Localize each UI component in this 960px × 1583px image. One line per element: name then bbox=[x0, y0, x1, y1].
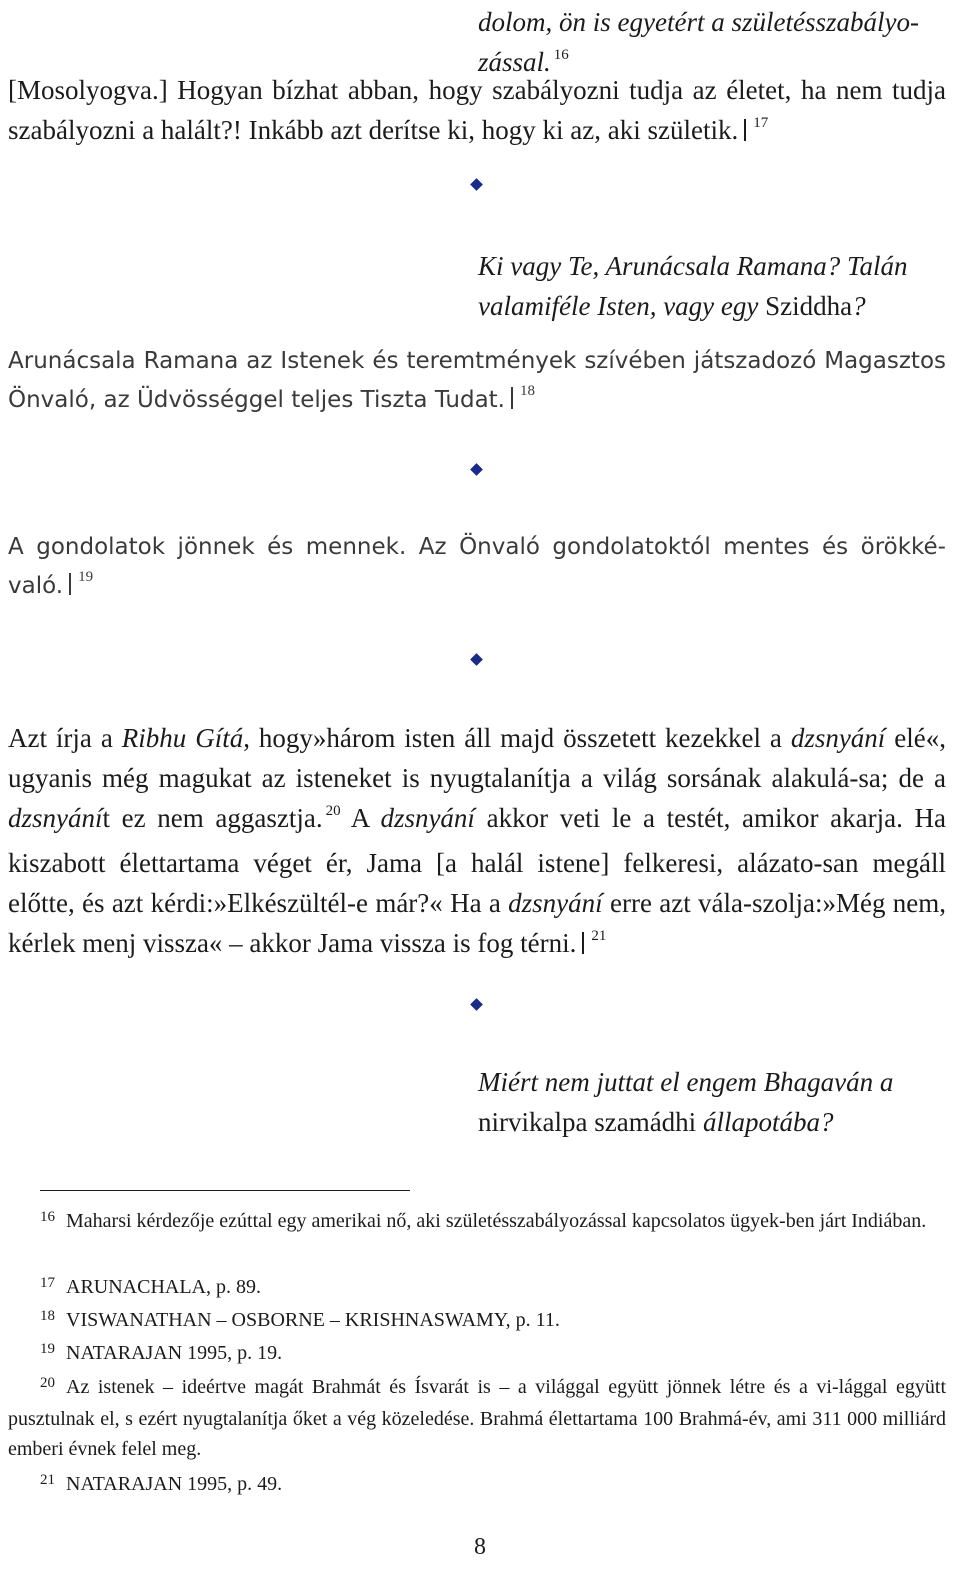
text-run: erre azt vála-szolja:»Még nem, kérlek menj vissza« – akkor Jama vissza is fog térni. bbox=[8, 888, 946, 958]
question-paragraph bbox=[478, 246, 950, 326]
section-divider-icon bbox=[470, 653, 483, 666]
footnote-ref[interactable]: 20 bbox=[325, 803, 341, 819]
question-text: Miért nem juttat el engem Bhagaván a bbox=[478, 1067, 894, 1097]
ref-marker bbox=[511, 387, 513, 409]
term: dzsnyání bbox=[508, 888, 603, 918]
answer-paragraph bbox=[8, 70, 946, 155]
footnote-text: NATARAJAN 1995, p. 19. bbox=[66, 1342, 283, 1364]
section-divider-icon bbox=[470, 178, 483, 191]
footnote-ref[interactable]: 21 bbox=[591, 928, 607, 944]
footnote-number: 19 bbox=[40, 1341, 55, 1357]
book-title: Ribhu Gítá bbox=[121, 723, 244, 753]
footnote-text: Az istenek – ideértve magát Brahmát és Ísvarát is – a világgal együtt jönnek létre és a vi-lággal együtt pusztulnak el, s ezért nyugtalanítja őket a vég közeledése. Brahmá élettartama 100 Brahmá-év, ami 311 000 milliárd emberi évnek felel meg. bbox=[8, 1376, 946, 1460]
term: dzsnyání bbox=[8, 803, 103, 833]
footnote-number: 17 bbox=[40, 1275, 55, 1291]
section-divider-icon bbox=[470, 998, 483, 1011]
footnote-text: Maharsi kérdezője ezúttal egy amerikai nő, aki születésszabályozással kapcsolatos ügyek-ben járt Indiában. bbox=[66, 1210, 927, 1232]
footnote-number: 20 bbox=[40, 1375, 55, 1391]
footnote-ref[interactable]: 16 bbox=[553, 47, 569, 63]
text-run: Azt írja a bbox=[8, 723, 122, 753]
question-text: állapotába? bbox=[702, 1107, 834, 1137]
answer-text: Arunácsala Ramana az Istenek és teremtmények szívében játszadozó Magasztos Önvaló, az Üdvösséggel teljes Tiszta Tudat. bbox=[8, 348, 946, 413]
answer-paragraph bbox=[8, 528, 946, 609]
footnote-ref[interactable]: 17 bbox=[753, 115, 769, 131]
answer-paragraph bbox=[8, 342, 946, 423]
footnote bbox=[8, 1469, 946, 1501]
text-run: A bbox=[340, 803, 381, 833]
footnote-text: NATARAJAN 1995, p. 49. bbox=[66, 1473, 283, 1495]
question-paragraph bbox=[478, 1062, 950, 1142]
footnote bbox=[8, 1206, 946, 1238]
ref-marker bbox=[69, 573, 71, 595]
footnote-ref[interactable]: 19 bbox=[78, 569, 94, 585]
question-text: dolom, ön is egyetért a születésszabályo-zással. bbox=[478, 7, 919, 77]
question-text: Ki vagy Te, Arunácsala Ramana? Talán valamiféle Isten, vagy egy bbox=[478, 251, 908, 321]
answer-text: [Mosolyogva.] Hogyan bízhat abban, hogy szabályozni tudja az életet, ha nem tudja szabályozni a halált?! Inkább azt derítse ki, hogy ki az, aki születik. bbox=[8, 75, 946, 145]
footnote bbox=[8, 1372, 946, 1464]
footnote bbox=[8, 1338, 946, 1370]
question-term: Sziddha bbox=[758, 291, 853, 321]
ref-marker bbox=[582, 932, 584, 954]
section-divider-icon bbox=[470, 463, 483, 476]
text-run: elé«, ugyanis még magukat az isteneket is nyugtalanítja a világ sorsának alakulá-sa; de a bbox=[8, 723, 946, 793]
text-run: t ez nem aggasztja. bbox=[102, 803, 323, 833]
footnote-ref[interactable]: 18 bbox=[520, 383, 535, 399]
text-run: akkor veti le a testét, amikor akarja. Ha kiszabott élettartama véget ér, Jama [a halál istene] felkeresi, alázato-san megáll előtte, és azt kérdi:»Elkészültél-e már?« Ha a bbox=[8, 803, 946, 918]
page-number: 8 bbox=[474, 1534, 486, 1560]
footnote-number: 21 bbox=[40, 1472, 55, 1488]
footnote bbox=[8, 1272, 946, 1304]
footnote-separator bbox=[40, 1190, 410, 1191]
footnote-number: 18 bbox=[40, 1308, 55, 1324]
footnote-number: 16 bbox=[40, 1209, 55, 1225]
footnote-text: VISWANATHAN – OSBORNE – KRISHNASWAMY, p. 11. bbox=[66, 1309, 560, 1331]
term: dzsnyání bbox=[790, 723, 886, 753]
text-run: , hogy»három isten áll majd összetett kezekkel a bbox=[243, 723, 791, 753]
footnote-text: ARUNACHALA, p. 89. bbox=[66, 1276, 261, 1298]
ref-marker bbox=[744, 119, 746, 141]
question-mark: ? bbox=[852, 291, 866, 321]
term: dzsnyání bbox=[380, 803, 475, 833]
question-term: nirvikalpa szamádhi bbox=[478, 1107, 703, 1137]
footnote bbox=[8, 1305, 946, 1337]
answer-paragraph bbox=[8, 718, 946, 968]
answer-text: A gondolatok jönnek és mennek. Az Önvaló gondolatoktól mentes és örökké-való. bbox=[8, 534, 946, 599]
